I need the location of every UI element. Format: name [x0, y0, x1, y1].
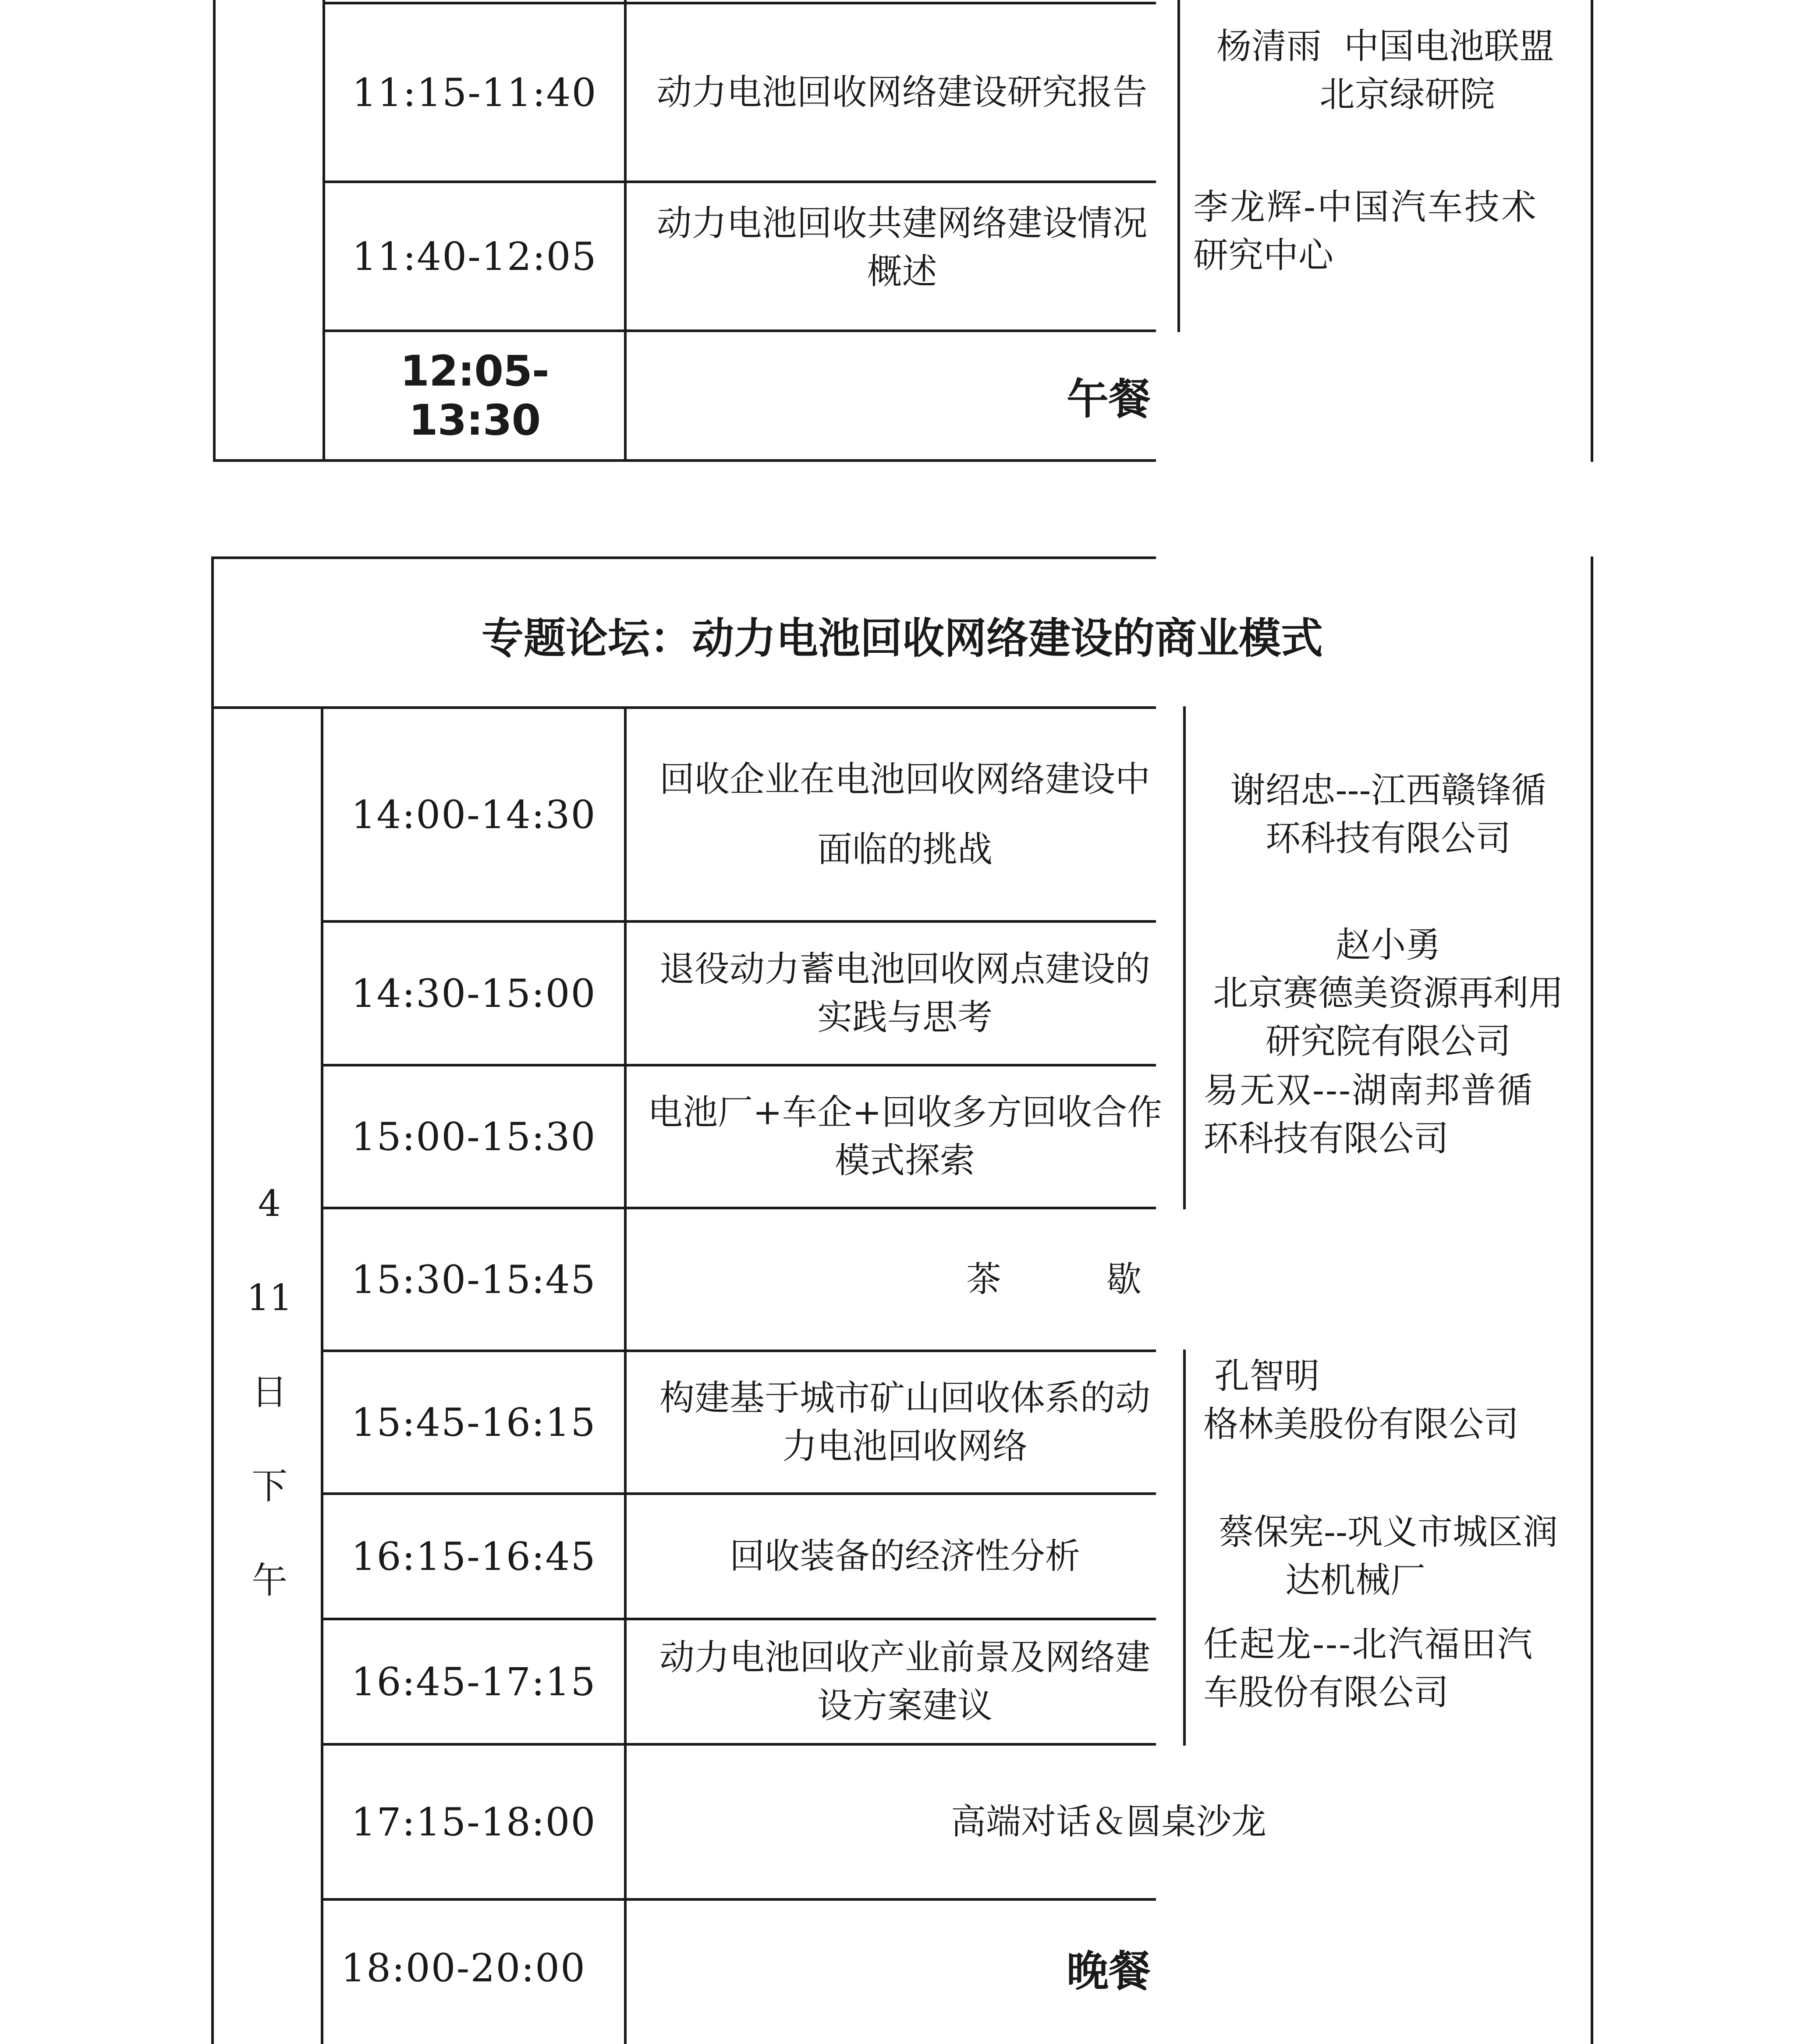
dinner-time: 18:00-20:00 — [341, 1945, 586, 1991]
session-time: 15:00-15:30 — [351, 1114, 596, 1159]
table-row — [323, 1620, 624, 1743]
lunch-time: 12:05-13:30 — [400, 347, 549, 445]
session-speaker: 任起龙---北汽福田汽 车股份有限公司 — [1203, 1624, 1534, 1713]
lunch-label: 午餐 — [1067, 374, 1151, 424]
column-border — [1591, 556, 1593, 2044]
session-speaker: 杨清雨 中国电池联盟 北京绿研院 — [1216, 26, 1554, 115]
column-border — [1591, 0, 1593, 462]
table-row — [323, 709, 624, 920]
session-topic: 动力电池回收网络建设研究报告 — [656, 72, 1148, 113]
session-topic: 电池厂+车企+回收多方回收合作 模式探索 — [647, 1092, 1163, 1181]
session-time: 16:15-16:45 — [351, 1534, 596, 1579]
session-time: 16:45-17:15 — [351, 1659, 596, 1704]
table-row — [323, 1746, 624, 1898]
session-time: 15:30-15:45 — [351, 1257, 596, 1302]
session-speaker: 赵小勇 北京赛德美资源再利用 研究院有限公司 — [1213, 925, 1563, 1062]
session-speaker: 易无双---湖南邦普循 环科技有限公司 — [1203, 1070, 1534, 1159]
table-row — [323, 1209, 624, 1350]
table-row — [325, 183, 624, 329]
roundtable-label: 高端对话＆圆桌沙龙 — [951, 1801, 1266, 1842]
session-speaker: 谢绍忠---江西赣锋循 环科技有限公司 — [1230, 770, 1546, 859]
table-row — [323, 1066, 624, 1207]
tea-break-label: 茶 歇 — [966, 1259, 1142, 1300]
table-row — [323, 1495, 624, 1618]
table-row — [325, 4, 624, 181]
session-topic: 动力电池回收共建网络建设情况 概述 — [656, 203, 1148, 292]
session-speaker: 李龙辉-中国汽车技术 研究中心 — [1193, 187, 1539, 276]
session-speaker: 孔智明 格林美股份有限公司 — [1203, 1356, 1519, 1445]
session-time: 14:30-15:00 — [351, 971, 596, 1016]
session-topic: 退役动力蓄电池回收网点建设的 实践与思考 — [659, 949, 1150, 1038]
session-topic: 回收装备的经济性分析 — [730, 1536, 1080, 1576]
session-speaker: 蔡保宪--巩义市城区润 达机械厂 — [1218, 1512, 1558, 1601]
session-topic: 回收企业在电池回收网络建设中 面临的挑战 — [659, 759, 1150, 870]
row-border — [213, 459, 1156, 462]
session-time: 15:45-16:15 — [351, 1399, 596, 1445]
dinner-label: 晚餐 — [1067, 1947, 1151, 1996]
column-border — [213, 0, 216, 462]
session-time: 17:15-18:00 — [351, 1799, 596, 1845]
column-border — [211, 556, 214, 2044]
session-time: 11:15-11:40 — [352, 70, 597, 115]
session-time: 14:00-14:30 — [351, 792, 596, 837]
session-time: 11:40-12:05 — [352, 234, 597, 279]
table-row — [323, 923, 624, 1064]
table-row — [323, 1352, 624, 1492]
session-topic: 动力电池回收产业前景及网络建 设方案建议 — [659, 1637, 1150, 1726]
forum-title: 专题论坛：动力电池回收网络建设的商业模式 — [482, 613, 1323, 663]
session-topic: 构建基于城市矿山回收体系的动 力电池回收网络 — [659, 1378, 1150, 1467]
date-label: 4 11 日 下 午 — [246, 1183, 293, 1601]
